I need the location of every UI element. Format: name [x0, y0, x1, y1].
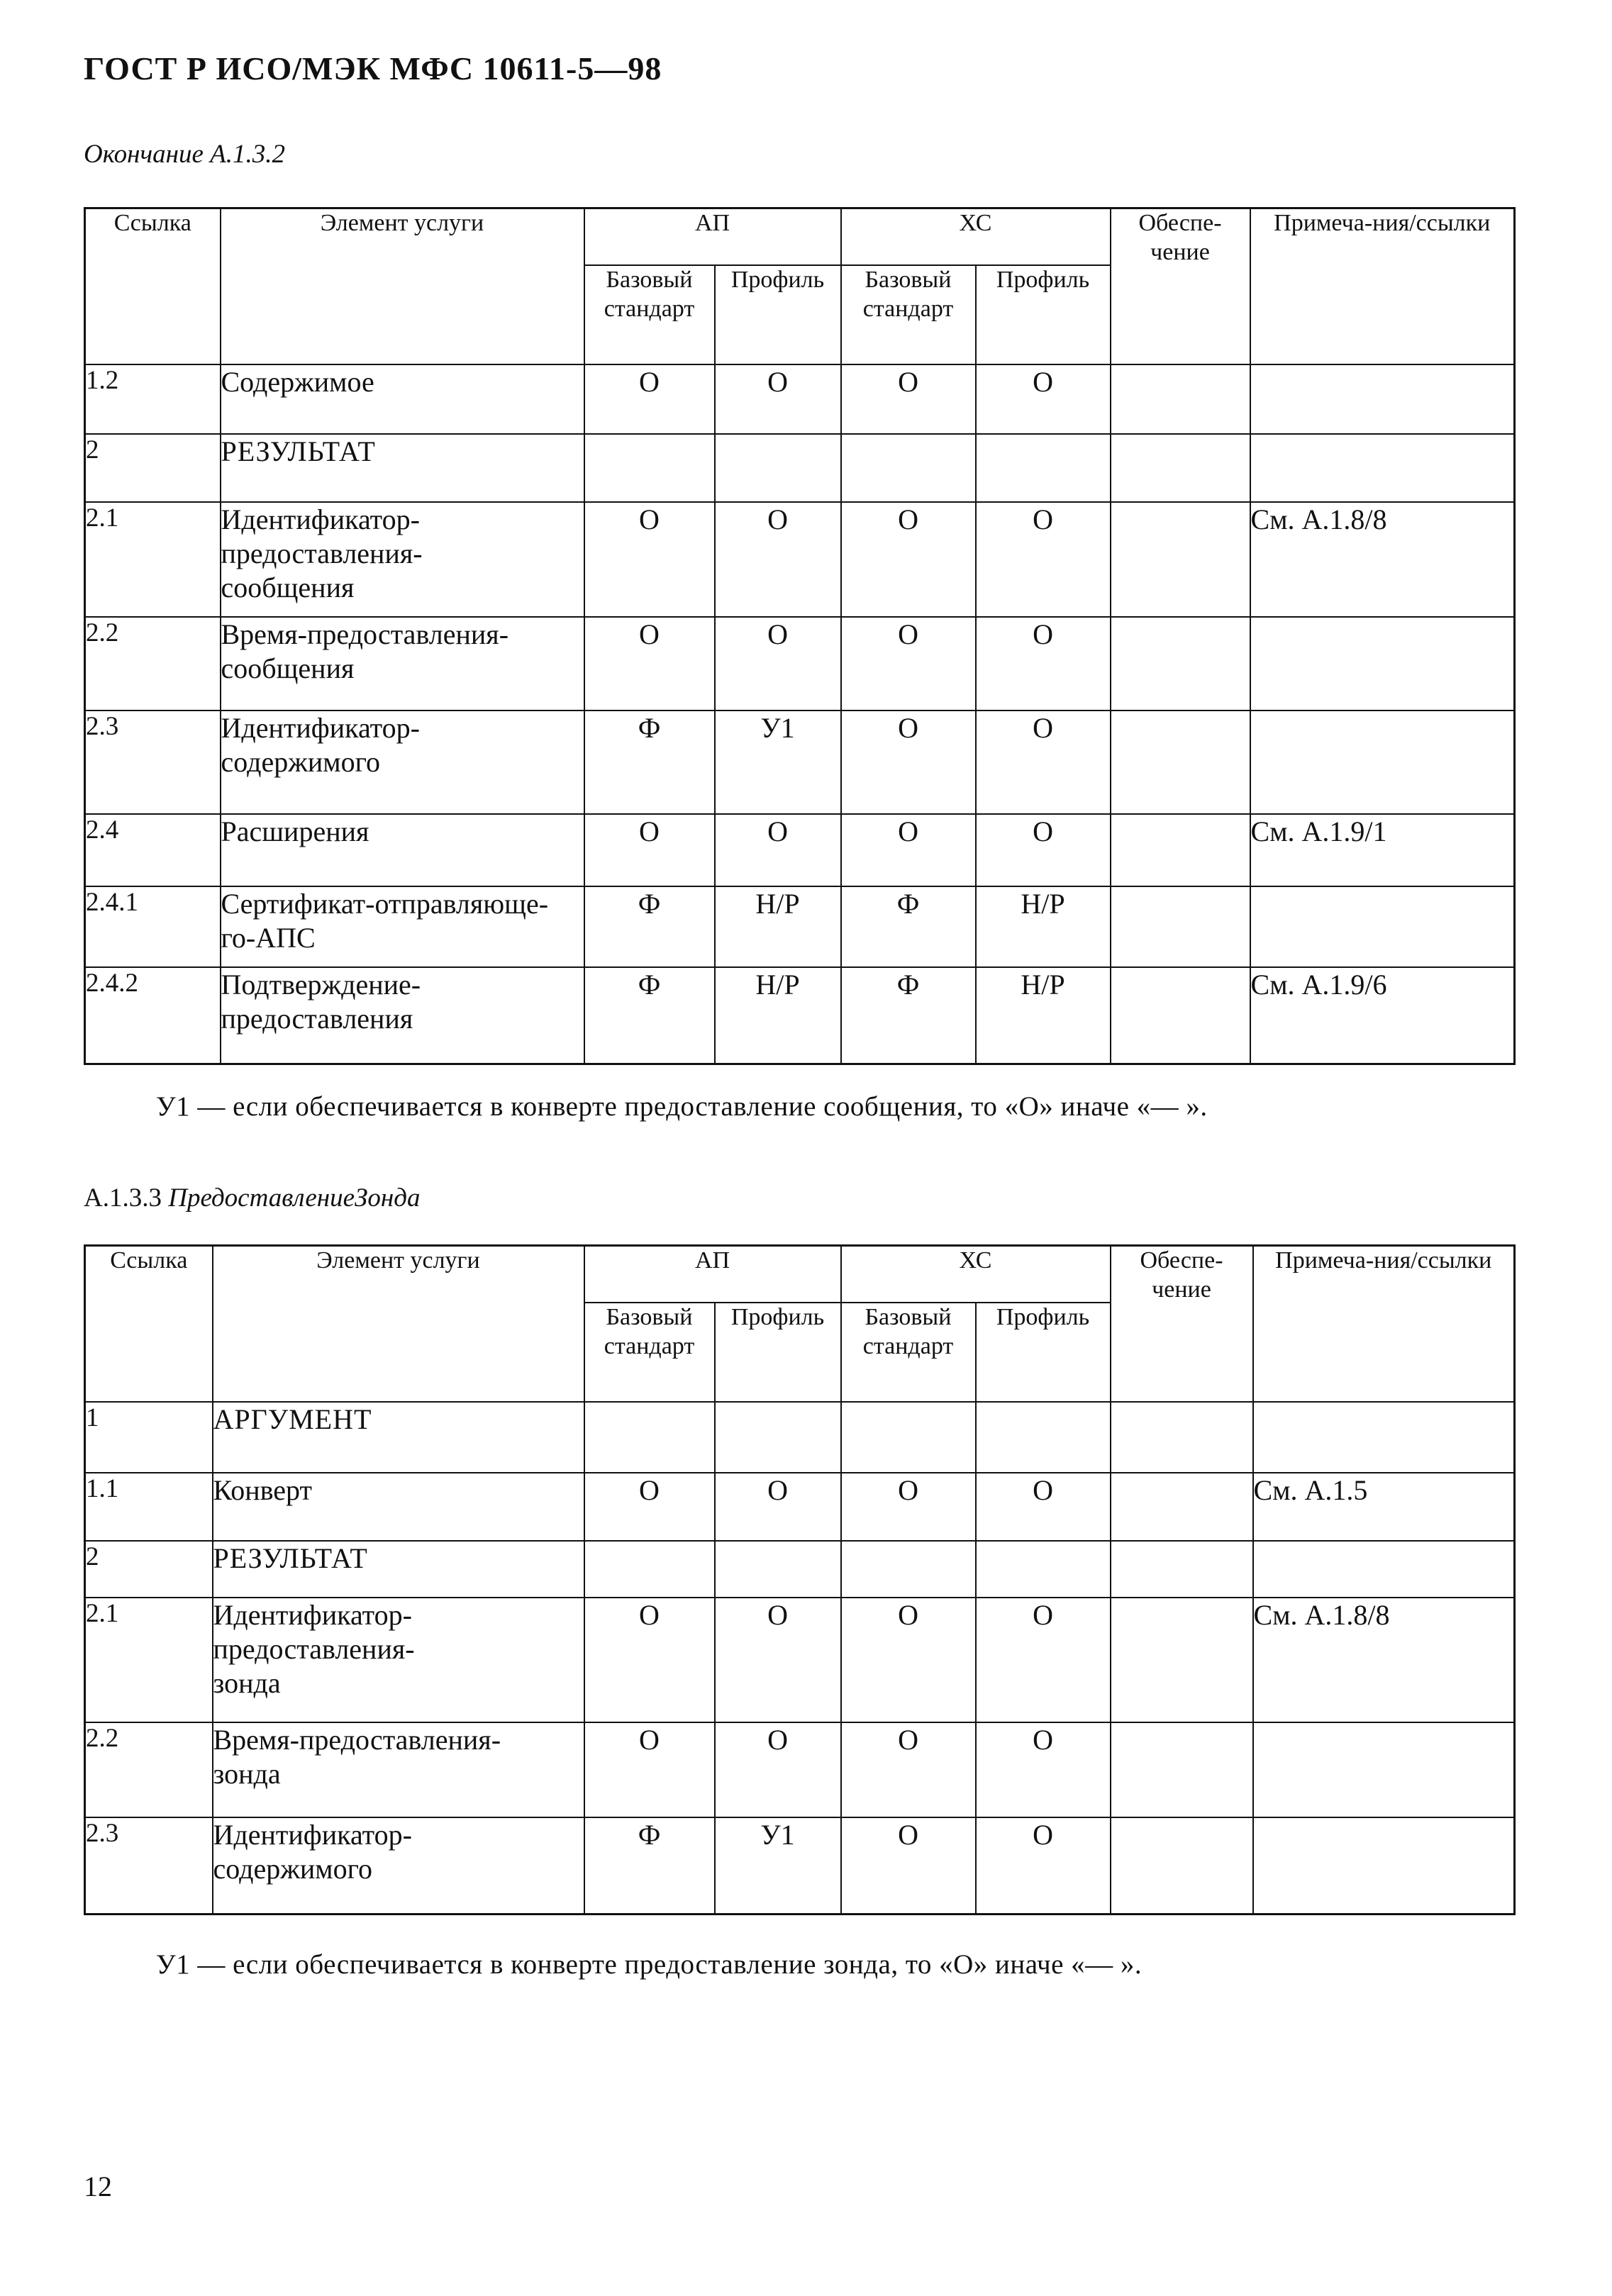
- header-xc-base: Базовый стандарт: [841, 1303, 976, 1402]
- caption-prefix: Окончание: [84, 140, 204, 169]
- cell-ap-profile: [715, 1402, 841, 1473]
- cell-xc-profile: О: [976, 1598, 1111, 1722]
- header-element: Элемент услуги: [213, 1246, 584, 1403]
- cell-ref: 1: [85, 1402, 213, 1473]
- cell-xc-profile: [976, 1402, 1111, 1473]
- cell-xc-profile: Н/Р: [976, 967, 1111, 1064]
- header-ref: Ссылка: [85, 208, 221, 365]
- cell-ref: 2.4: [85, 814, 221, 886]
- cell-ap-profile: Н/Р: [715, 967, 841, 1064]
- table1-footnote: У1 — если обеспечивается в конверте предоставление сообщения, то «О» иначе «— ».: [156, 1091, 1208, 1122]
- header-xc-profile: Профиль: [976, 265, 1111, 364]
- cell-element: Время-предоставления- сообщения: [221, 617, 584, 710]
- cell-xc-profile: Н/Р: [976, 886, 1111, 967]
- cell-ref: 1.1: [85, 1473, 213, 1541]
- table-row: [85, 502, 1515, 617]
- cell-ap-base: О: [584, 502, 715, 617]
- cell-ap-base: О: [584, 1722, 715, 1817]
- cell-ap-base: Ф: [584, 886, 715, 967]
- table-row: [85, 434, 1515, 502]
- cell-xc-base: Ф: [841, 967, 976, 1064]
- cell-notes: [1250, 886, 1515, 967]
- cell-ref: 2.2: [85, 617, 221, 710]
- cell-notes: [1250, 364, 1515, 434]
- cell-ap-profile: О: [715, 1473, 841, 1541]
- cell-xc-base: [841, 1541, 976, 1598]
- header-support: Обеспе-чение: [1111, 208, 1250, 365]
- cell-ap-profile: У1: [715, 1817, 841, 1914]
- cell-xc-base: О: [841, 364, 976, 434]
- cell-ref: 2.4.1: [85, 886, 221, 967]
- cell-ap-profile: [715, 1541, 841, 1598]
- table-row: [85, 814, 1515, 886]
- cell-ap-base: О: [584, 1598, 715, 1722]
- cell-notes: [1253, 1817, 1515, 1914]
- cell-xc-profile: О: [976, 364, 1111, 434]
- cell-ap-base: [584, 434, 715, 502]
- cell-ap-base: О: [584, 364, 715, 434]
- cell-notes: См. A.1.5: [1253, 1473, 1515, 1541]
- header-xc-profile: Профиль: [976, 1303, 1111, 1402]
- table1-caption: [84, 139, 285, 169]
- table-row: [85, 967, 1515, 1064]
- cell-ref: 2: [85, 1541, 213, 1598]
- caption-ref: A.1.3.2: [210, 140, 286, 169]
- cell-support: [1111, 434, 1250, 502]
- table-row: [85, 710, 1515, 814]
- header-element: Элемент услуги: [221, 208, 584, 365]
- header-ref: Ссылка: [85, 1246, 213, 1403]
- cell-ap-profile: О: [715, 1598, 841, 1722]
- cell-ap-profile: О: [715, 617, 841, 710]
- header-ap-profile: Профиль: [715, 265, 841, 364]
- cell-xc-profile: О: [976, 502, 1111, 617]
- header-ap-base: Базовый стандарт: [584, 1303, 715, 1402]
- cell-ap-base: [584, 1541, 715, 1598]
- cell-support: [1111, 886, 1250, 967]
- cell-notes: [1250, 710, 1515, 814]
- cell-ap-base: Ф: [584, 1817, 715, 1914]
- cell-xc-base: О: [841, 502, 976, 617]
- cell-element: Конверт: [213, 1473, 584, 1541]
- table-row: [85, 886, 1515, 967]
- cell-support: [1111, 1817, 1253, 1914]
- cell-ap-base: [584, 1402, 715, 1473]
- cell-element: Идентификатор- содержимого: [213, 1817, 584, 1914]
- cell-ap-profile: [715, 434, 841, 502]
- cell-support: [1111, 710, 1250, 814]
- cell-xc-profile: [976, 1541, 1111, 1598]
- cell-xc-base: [841, 434, 976, 502]
- cell-element: Расширения: [221, 814, 584, 886]
- cell-support: [1111, 814, 1250, 886]
- header-ap: АП: [584, 1246, 841, 1303]
- cell-notes: См. A.1.8/8: [1250, 502, 1515, 617]
- cell-notes: [1250, 617, 1515, 710]
- table2-caption: [84, 1183, 420, 1213]
- header-xc: ХС: [841, 208, 1111, 266]
- table2-footnote: У1 — если обеспечивается в конверте предоставление зонда, то «О» иначе «— ».: [156, 1949, 1143, 1980]
- table-row: [85, 1541, 1515, 1598]
- cell-notes: [1253, 1402, 1515, 1473]
- table-row: [85, 1473, 1515, 1541]
- cell-ap-profile: У1: [715, 710, 841, 814]
- header-ap-profile: Профиль: [715, 1303, 841, 1402]
- cell-ref: 2.3: [85, 710, 221, 814]
- cell-notes: [1253, 1541, 1515, 1598]
- cell-ref: 2.2: [85, 1722, 213, 1817]
- cell-ref: 2: [85, 434, 221, 502]
- cell-support: [1111, 502, 1250, 617]
- cell-support: [1111, 1722, 1253, 1817]
- cell-ref: 1.2: [85, 364, 221, 434]
- caption-ref: A.1.3.3: [84, 1183, 162, 1213]
- cell-element: Подтверждение- предоставления: [221, 967, 584, 1064]
- cell-element: Время-предоставления- зонда: [213, 1722, 584, 1817]
- cell-xc-base: Ф: [841, 886, 976, 967]
- cell-element: АРГУМЕНТ: [213, 1402, 584, 1473]
- cell-notes: См. A.1.8/8: [1253, 1598, 1515, 1722]
- cell-notes: [1253, 1722, 1515, 1817]
- cell-support: [1111, 967, 1250, 1064]
- header-xc: ХС: [841, 1246, 1111, 1303]
- cell-xc-profile: О: [976, 1473, 1111, 1541]
- cell-xc-profile: О: [976, 1817, 1111, 1914]
- header-ap: АП: [584, 208, 841, 266]
- table-a-1-3-2: [84, 207, 1516, 1065]
- cell-element: РЕЗУЛЬТАТ: [213, 1541, 584, 1598]
- caption-title: ПредоставлениеЗонда: [168, 1183, 421, 1213]
- cell-xc-base: О: [841, 814, 976, 886]
- table-row: [85, 364, 1515, 434]
- header-support: Обеспе-чение: [1111, 1246, 1253, 1403]
- cell-ref: 2.1: [85, 502, 221, 617]
- table-row: [85, 1817, 1515, 1914]
- cell-element: Идентификатор- предоставления- зонда: [213, 1598, 584, 1722]
- cell-support: [1111, 1598, 1253, 1722]
- cell-ap-base: Ф: [584, 967, 715, 1064]
- cell-ap-profile: О: [715, 502, 841, 617]
- cell-notes: [1250, 434, 1515, 502]
- header-notes: Примеча-ния/ссылки: [1253, 1246, 1515, 1403]
- cell-xc-base: О: [841, 1817, 976, 1914]
- cell-xc-base: [841, 1402, 976, 1473]
- cell-ref: 2.3: [85, 1817, 213, 1914]
- cell-ap-base: О: [584, 617, 715, 710]
- cell-xc-profile: О: [976, 814, 1111, 886]
- cell-xc-profile: О: [976, 617, 1111, 710]
- cell-support: [1111, 1541, 1253, 1598]
- cell-element: Идентификатор- содержимого: [221, 710, 584, 814]
- page-number: 12: [84, 2170, 112, 2202]
- table-row: [85, 1598, 1515, 1722]
- cell-ap-profile: Н/Р: [715, 886, 841, 967]
- cell-element: Содержимое: [221, 364, 584, 434]
- cell-ref: 2.1: [85, 1598, 213, 1722]
- cell-ref: 2.4.2: [85, 967, 221, 1064]
- cell-element: Идентификатор- предоставления- сообщения: [221, 502, 584, 617]
- cell-support: [1111, 617, 1250, 710]
- cell-xc-base: О: [841, 1722, 976, 1817]
- header-xc-base: Базовый стандарт: [841, 265, 976, 364]
- cell-xc-profile: О: [976, 1722, 1111, 1817]
- cell-notes: См. A.1.9/1: [1250, 814, 1515, 886]
- cell-ap-base: О: [584, 1473, 715, 1541]
- cell-element: Сертификат-отправляюще- го-АПС: [221, 886, 584, 967]
- cell-ap-profile: О: [715, 1722, 841, 1817]
- cell-support: [1111, 1473, 1253, 1541]
- header-notes: Примеча-ния/ссылки: [1250, 208, 1515, 365]
- table-row: [85, 1722, 1515, 1817]
- cell-element: РЕЗУЛЬТАТ: [221, 434, 584, 502]
- cell-xc-base: О: [841, 617, 976, 710]
- cell-ap-base: О: [584, 814, 715, 886]
- cell-xc-base: О: [841, 1473, 976, 1541]
- cell-ap-profile: О: [715, 814, 841, 886]
- header-ap-base: Базовый стандарт: [584, 265, 715, 364]
- cell-notes: См. A.1.9/6: [1250, 967, 1515, 1064]
- cell-xc-profile: [976, 434, 1111, 502]
- cell-xc-base: О: [841, 1598, 976, 1722]
- table-row: [85, 1402, 1515, 1473]
- table-a-1-3-3: [84, 1244, 1516, 1915]
- cell-xc-base: О: [841, 710, 976, 814]
- cell-xc-profile: О: [976, 710, 1111, 814]
- document-title: ГОСТ Р ИСО/МЭК МФС 10611-5—98: [84, 50, 662, 87]
- cell-ap-profile: О: [715, 364, 841, 434]
- cell-support: [1111, 1402, 1253, 1473]
- table-row: [85, 617, 1515, 710]
- cell-ap-base: Ф: [584, 710, 715, 814]
- cell-support: [1111, 364, 1250, 434]
